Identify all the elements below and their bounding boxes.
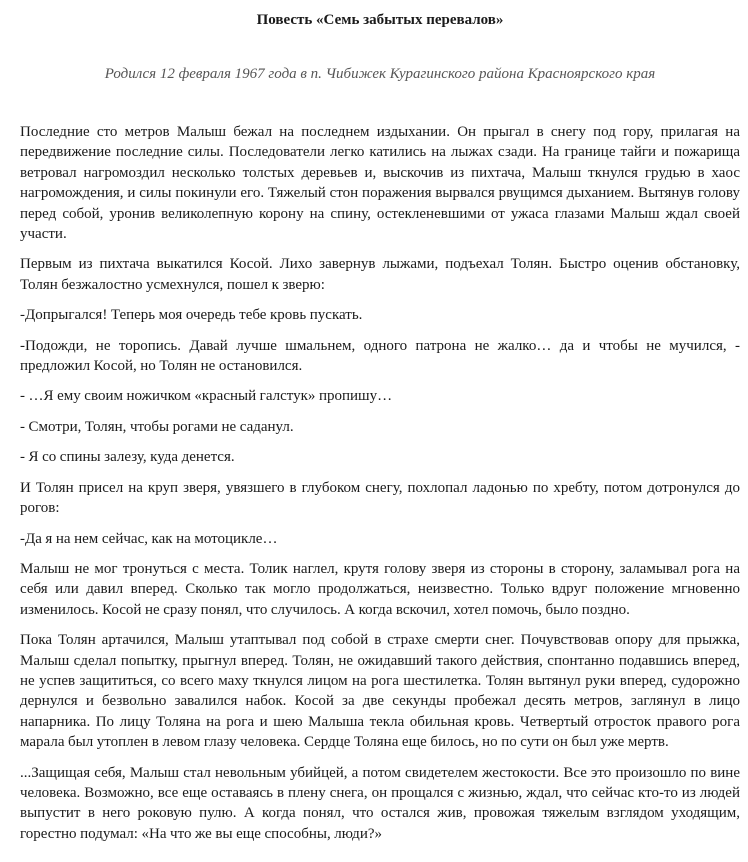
paragraph: Первым из пихтача выкатился Косой. Лихо завернув лыжами, подъехал Толян. Быстро оценив обстановку, Толян безжалостно усмехнулся, пошел к зверю: <box>20 256 740 293</box>
dialogue-line: -Подожди, не торопись. Давай лучше шмальнем, одного патрона не жалко… да и чтобы не мучился, - предложил Косой, но Толян не остановился. <box>20 337 740 375</box>
dialogue-line: - Смотри, Толян, чтобы рогами не саданул. <box>20 418 294 435</box>
paragraph: И Толян присел на круп зверя, увязшего в глубоком снегу, похлопал ладонью по хребту, потом дотронулся до рогов: <box>20 479 740 517</box>
paragraph: ...Защищая себя, Малыш стал невольным убийцей, а потом свидетелем жестокости. Все это произошло по вине человека. Возможно, все еще оставаясь в плену снега, он прощался с жизнью, ждал, что сейчас кто-то из людей выпустит в него роковую пулю. А когда понял, что остался жив, провожая тяжелым взглядом уходящим, горестно подумал: «На что же вы еще способны, люди?» <box>20 764 740 842</box>
document-page <box>20 0 740 862</box>
dialogue-line: -Да я на нем сейчас, как на мотоцикле… <box>20 530 278 547</box>
author-birth-line: Родился 12 февраля 1967 года в п. Чибижек Курагинского района Красноярского края <box>104 66 656 82</box>
story-title: Повесть «Семь забытых перевалов» <box>256 12 504 28</box>
dialogue-line: - Я со спины залезу, куда денется. <box>20 449 235 466</box>
paragraph: Пока Толян артачился, Малыш утаптывал под собой в страхе смерти снег. Почувствовав опору для прыжка, Малыш сделал попытку, прыгнул вперед. Толян, не ожидавший такого действия, спонтанно подавшись вперед, не успев защититься, со всего маху ткнулся лицом на рога шестилетка. Толян вытянул руки вперед, судорожно дернулся и безвольно завалился набок. Косой за две секунды пробежал десять метров, заглянул в лицо напарника. По лицу Толяна на рога и шею Малыша текла обильная кровь. Четвертый отросток правого рога марала был утоплен в левом глазу человека. Сердце Толяна еще билось, но по сути он был уже мертв. <box>20 632 740 751</box>
dialogue-line: - …Я ему своим ножичком «красный галстук» пропишу… <box>20 388 393 405</box>
story-body <box>20 122 740 854</box>
dialogue-line: -Допрыгался! Теперь моя очередь тебе кровь пускать. <box>20 307 363 324</box>
paragraph: Малыш не мог тронуться с места. Толик наглел, крутя голову зверя из стороны в сторону, заламывал рога на себя или давил вперед. Сколько так могло продолжаться, неизвестно. Только вдруг положение мгновенно изменилось. Косой не сразу понял, что случилось. А когда вскочил, хотел помочь, было поздно. <box>20 560 740 618</box>
paragraph: Последние сто метров Малыш бежал на последнем издыхании. Он прыгал в снегу под гору, прилагая на передвижение последние силы. Последователи легко катились на лыжах сзади. На границе тайги и пожарища ветровал нагромоздил несколько толстых деревьев и, выскочив из пихтача, Малыш ткнулся грудью в хаос нагромождения, и силы покинули его. Тяжелый стон поражения вырвался рвущимся дыханием. Вытянув голову перед собой, уронив великолепную корону на спину, остекленевшими от ужаса глазами Малыш ждал своей участи. <box>20 124 740 243</box>
